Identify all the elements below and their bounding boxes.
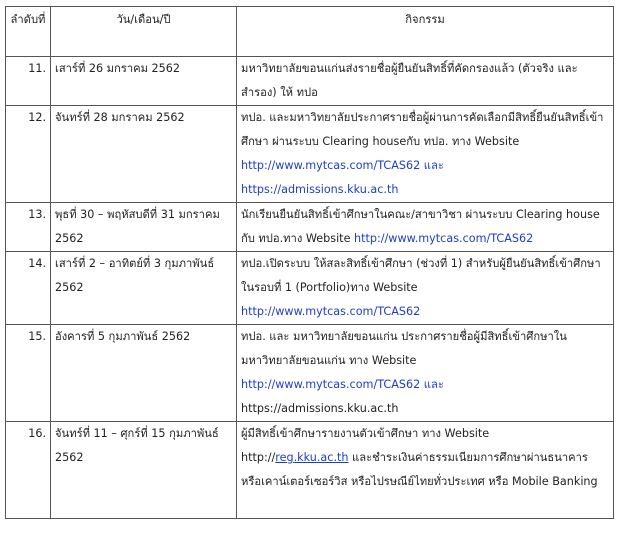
row-activity — [237, 252, 614, 325]
activity-text: ผู้มีสิทธิ์เข้าศึกษารายงานตัวเข้าศึกษา ทาง Website — [241, 427, 490, 440]
activity-text: ทปอ. และ มหาวิทยาลัยขอนแก่น ประกาศรายชื่อผู้มีสิทธิ์เข้าศึกษาใน มหาวิทยาลัยขอนแก่น ทาง Website — [241, 330, 567, 367]
reg-link[interactable]: reg.kku.ac.th — [275, 451, 349, 464]
table-row — [6, 106, 614, 203]
admissions-url-text: https://admissions.kku.ac.th — [241, 402, 399, 415]
row-date: พุธที่ 30 – พฤหัสบดีที่ 31 มกราคม 2562 — [51, 203, 237, 252]
admissions-link[interactable]: https://admissions.kku.ac.th — [241, 183, 399, 196]
row-number: 11. — [6, 57, 51, 106]
table-row — [6, 422, 614, 519]
header-number: ลำดับที่ — [6, 7, 51, 57]
row-number: 14. — [6, 252, 51, 325]
and-connector: และ — [420, 378, 444, 391]
row-number: 13. — [6, 203, 51, 252]
header-date: วัน/เดือน/ปี — [51, 7, 237, 57]
activity-text: ทปอ.เปิดระบบ ให้สละสิทธิ์เข้าศึกษา (ช่วงที่ 1) สำหรับผู้ยืนยันสิทธิ์เข้าศึกษาในรอบที่ 1 (Portfolio)ทาง Website — [241, 257, 601, 294]
table-row — [6, 57, 614, 106]
activity-text: ทปอ. และมหาวิทยาลัยประกาศรายชื่อผู้ผ่านการคัดเลือกมีสิทธิ์ยืนยันสิทธิ์เข้าศึกษา ผ่านระบบ Clearing houseกับ ทปอ. ทาง Website — [241, 111, 604, 148]
row-activity — [237, 325, 614, 422]
row-date: เสาร์ที่ 26 มกราคม 2562 — [51, 57, 237, 106]
table-row — [6, 203, 614, 252]
row-date: เสาร์ที่ 2 – อาทิตย์ที่ 3 กุมภาพันธ์ 2562 — [51, 252, 237, 325]
tcas-link[interactable]: http://www.mytcas.com/TCAS62 — [241, 305, 421, 318]
row-number: 12. — [6, 106, 51, 203]
row-activity — [237, 422, 614, 519]
table-header-row — [6, 7, 614, 57]
activity-text-continued: และชำระเงินค่าธรรมเนียมการศึกษาผ่านธนาคาร หรือเคาน์เตอร์เซอร์วิส หรือไปรษณีย์ไทยทั่วประเทศ หรือ Mobile Banking — [241, 451, 598, 488]
row-date: จันทร์ที่ 11 – ศุกร์ที่ 15 กุมภาพันธ์ 2562 — [51, 422, 237, 519]
tcas-link[interactable]: http://www.mytcas.com/TCAS62 — [354, 232, 534, 245]
row-number: 15. — [6, 325, 51, 422]
table-row — [6, 252, 614, 325]
activity-text: นักเรียนยืนยันสิทธิ์เข้าศึกษาในคณะ/สาขาวิชา ผ่านระบบ Clearing house กับ ทปอ.ทาง Website — [241, 208, 600, 245]
url-prefix: http:// — [241, 451, 276, 464]
table-row — [6, 325, 614, 422]
and-connector: และ — [420, 159, 444, 172]
row-date: จันทร์ที่ 28 มกราคม 2562 — [51, 106, 237, 203]
header-activity: กิจกรรม — [237, 7, 614, 57]
tcas-link[interactable]: http://www.mytcas.com/TCAS62 — [241, 378, 421, 391]
row-activity — [237, 203, 614, 252]
row-activity — [237, 106, 614, 203]
row-date: อังคารที่ 5 กุมภาพันธ์ 2562 — [51, 325, 237, 422]
activity-text: มหาวิทยาลัยขอนแก่นส่งรายชื่อผู้ยืนยันสิทธิ์ที่คัดกรองแล้ว (ตัวจริง และ สำรอง) ให้ ทปอ — [241, 62, 578, 99]
tcas-link[interactable]: http://www.mytcas.com/TCAS62 — [241, 159, 421, 172]
row-number: 16. — [6, 422, 51, 519]
row-activity — [237, 57, 614, 106]
schedule-table — [5, 6, 614, 519]
